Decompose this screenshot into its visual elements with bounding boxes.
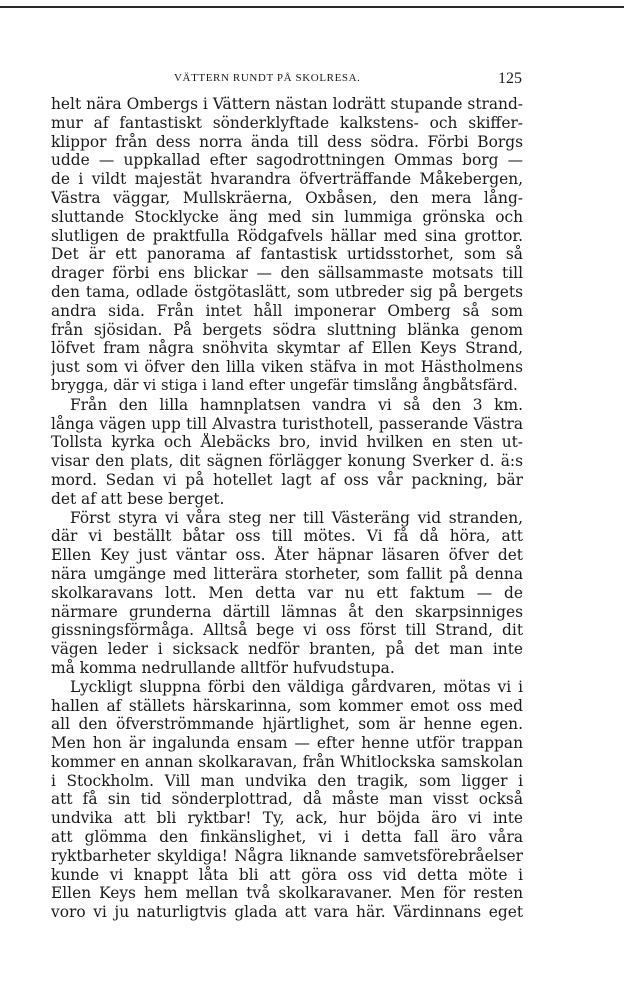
- text-line: all den öfverströmmande hjärtlighet, som är henne egen.: [51, 715, 523, 734]
- text-line: slutligen de praktfulla Rödgafvels hällar med sina grottor.: [51, 226, 523, 245]
- text-line: nära umgänge med litterära storheter, som fallit på denna: [51, 564, 523, 583]
- top-border-rule: [0, 6, 624, 8]
- text-line: drager förbi ens blickar — den sällsammaste motsats till: [51, 264, 523, 283]
- text-line: vägen leder i sicksack nedför branten, på det man inte: [51, 640, 523, 659]
- text-line: gissningsförmåga. Alltså bege vi oss först till Strand, dit: [51, 621, 523, 640]
- text-line: Tollsta kyrka och Ålebäcks bro, invid hvilken en sten ut-: [51, 433, 523, 452]
- text-line: i Stockholm. Vill man undvika den tragik, som ligger i: [51, 771, 523, 790]
- text-line: undvika att bli ryktbar! Ty, ack, hur böjda äro vi inte: [51, 809, 523, 828]
- text-line: de i vildt majestät hvarandra öfverträffande Måkebergen,: [51, 170, 523, 189]
- text-line: Västra väggar, Mullskräerna, Oxbåsen, den mera lång-: [51, 188, 523, 207]
- text-line: det af att bese berget.: [51, 489, 225, 508]
- text-line: udde — uppkallad efter sagodrottningen Ommas borg —: [51, 151, 523, 170]
- text-line: må komma nedrullande alltför hufvudstupa.: [51, 658, 395, 677]
- text-line: sluttande Stocklycke äng med sin lummiga grönska och: [51, 207, 523, 226]
- paragraph-start-line: Från den lilla hamnplatsen vandra vi så den 3 km.: [70, 395, 523, 414]
- text-line: mur af fantastiskt sönderklyftade kalkstens- och skiffer-: [51, 113, 523, 132]
- text-line: helt nära Ombergs i Vättern nästan lodrätt stupande strand-: [51, 95, 523, 113]
- text-line: löfvet fram några snöhvita skymtar af Ellen Keys Strand,: [51, 339, 523, 358]
- text-line: skolkaravans lott. Men detta var nu ett faktum — de: [51, 583, 523, 602]
- text-line: Ellen Key just väntar oss. Åter häpnar läsaren öfver det: [51, 546, 523, 565]
- text-line: voro vi ju naturligtvis glada att vara här. Värdinnans eget: [51, 903, 523, 922]
- page-number: 125: [498, 70, 522, 87]
- text-line: att få sin tid sönderplottrad, då måste man visst också: [51, 790, 523, 809]
- text-line: hallen af ställets härskarinna, som kommer emot oss med: [51, 696, 523, 715]
- text-line: just som vi öfver den lilla viken stäfva in mot Hästholmens: [51, 358, 523, 377]
- text-line: kunde vi knappt låta bli att göra oss vid detta möte i: [51, 865, 523, 884]
- text-line: den tama, odlade östgötaslätt, som utbreder sig på bergets: [51, 282, 523, 301]
- text-line: brygga, där vi stiga i land efter ungefär timslång ångbåtsfärd.: [51, 376, 518, 394]
- paragraph-start-line: Först styra vi våra steg ner till Västeräng vid stranden,: [70, 508, 523, 527]
- text-line: klippor från dess norra ända till dess södra. Förbi Borgs: [51, 132, 523, 151]
- page-header: [52, 70, 522, 90]
- text-line: ryktbarheter skyldiga! Några liknande samvetsförebråelser: [51, 846, 523, 865]
- text-line: där vi beställt båtar oss till mötes. Vi få då höra, att: [51, 527, 523, 546]
- text-line: Det är ett panorama af fantastisk urtidsstorhet, som så: [51, 245, 523, 264]
- text-line: kommer en annan skolkaravan, från Whitlockska samskolan: [51, 752, 523, 771]
- text-line: visar den plats, dit sägnen förlägger konung Sverker d. ä:s: [51, 452, 523, 471]
- text-line: från sjösidan. På bergets södra sluttning blänka genom: [51, 320, 523, 339]
- text-line: Men hon är ingalunda ensam — efter henne utför trappan: [51, 734, 523, 753]
- paragraph-start-line: Lyckligt sluppna förbi den väldiga gårdvaren, mötas vi i: [70, 677, 523, 696]
- text-line: närmare grunderna därtill lämnas åt den skarpsinniges: [51, 602, 523, 621]
- running-title: VÄTTERN RUNDT PÅ SKOLRESA.: [174, 72, 361, 84]
- text-line: att glömma den finkänslighet, vi i detta fall äro våra: [51, 828, 523, 847]
- text-line: mord. Sedan vi på hotellet lagt af oss vår packning, bär: [51, 470, 523, 489]
- text-line: långa vägen upp till Alvastra turisthotell, passerande Västra: [51, 414, 523, 433]
- body-text: [51, 95, 523, 922]
- text-line: andra sida. Från intet håll imponerar Omberg så som: [51, 301, 523, 320]
- text-line: Ellen Keys hem mellan två skolkaravaner. Men för resten: [51, 884, 523, 903]
